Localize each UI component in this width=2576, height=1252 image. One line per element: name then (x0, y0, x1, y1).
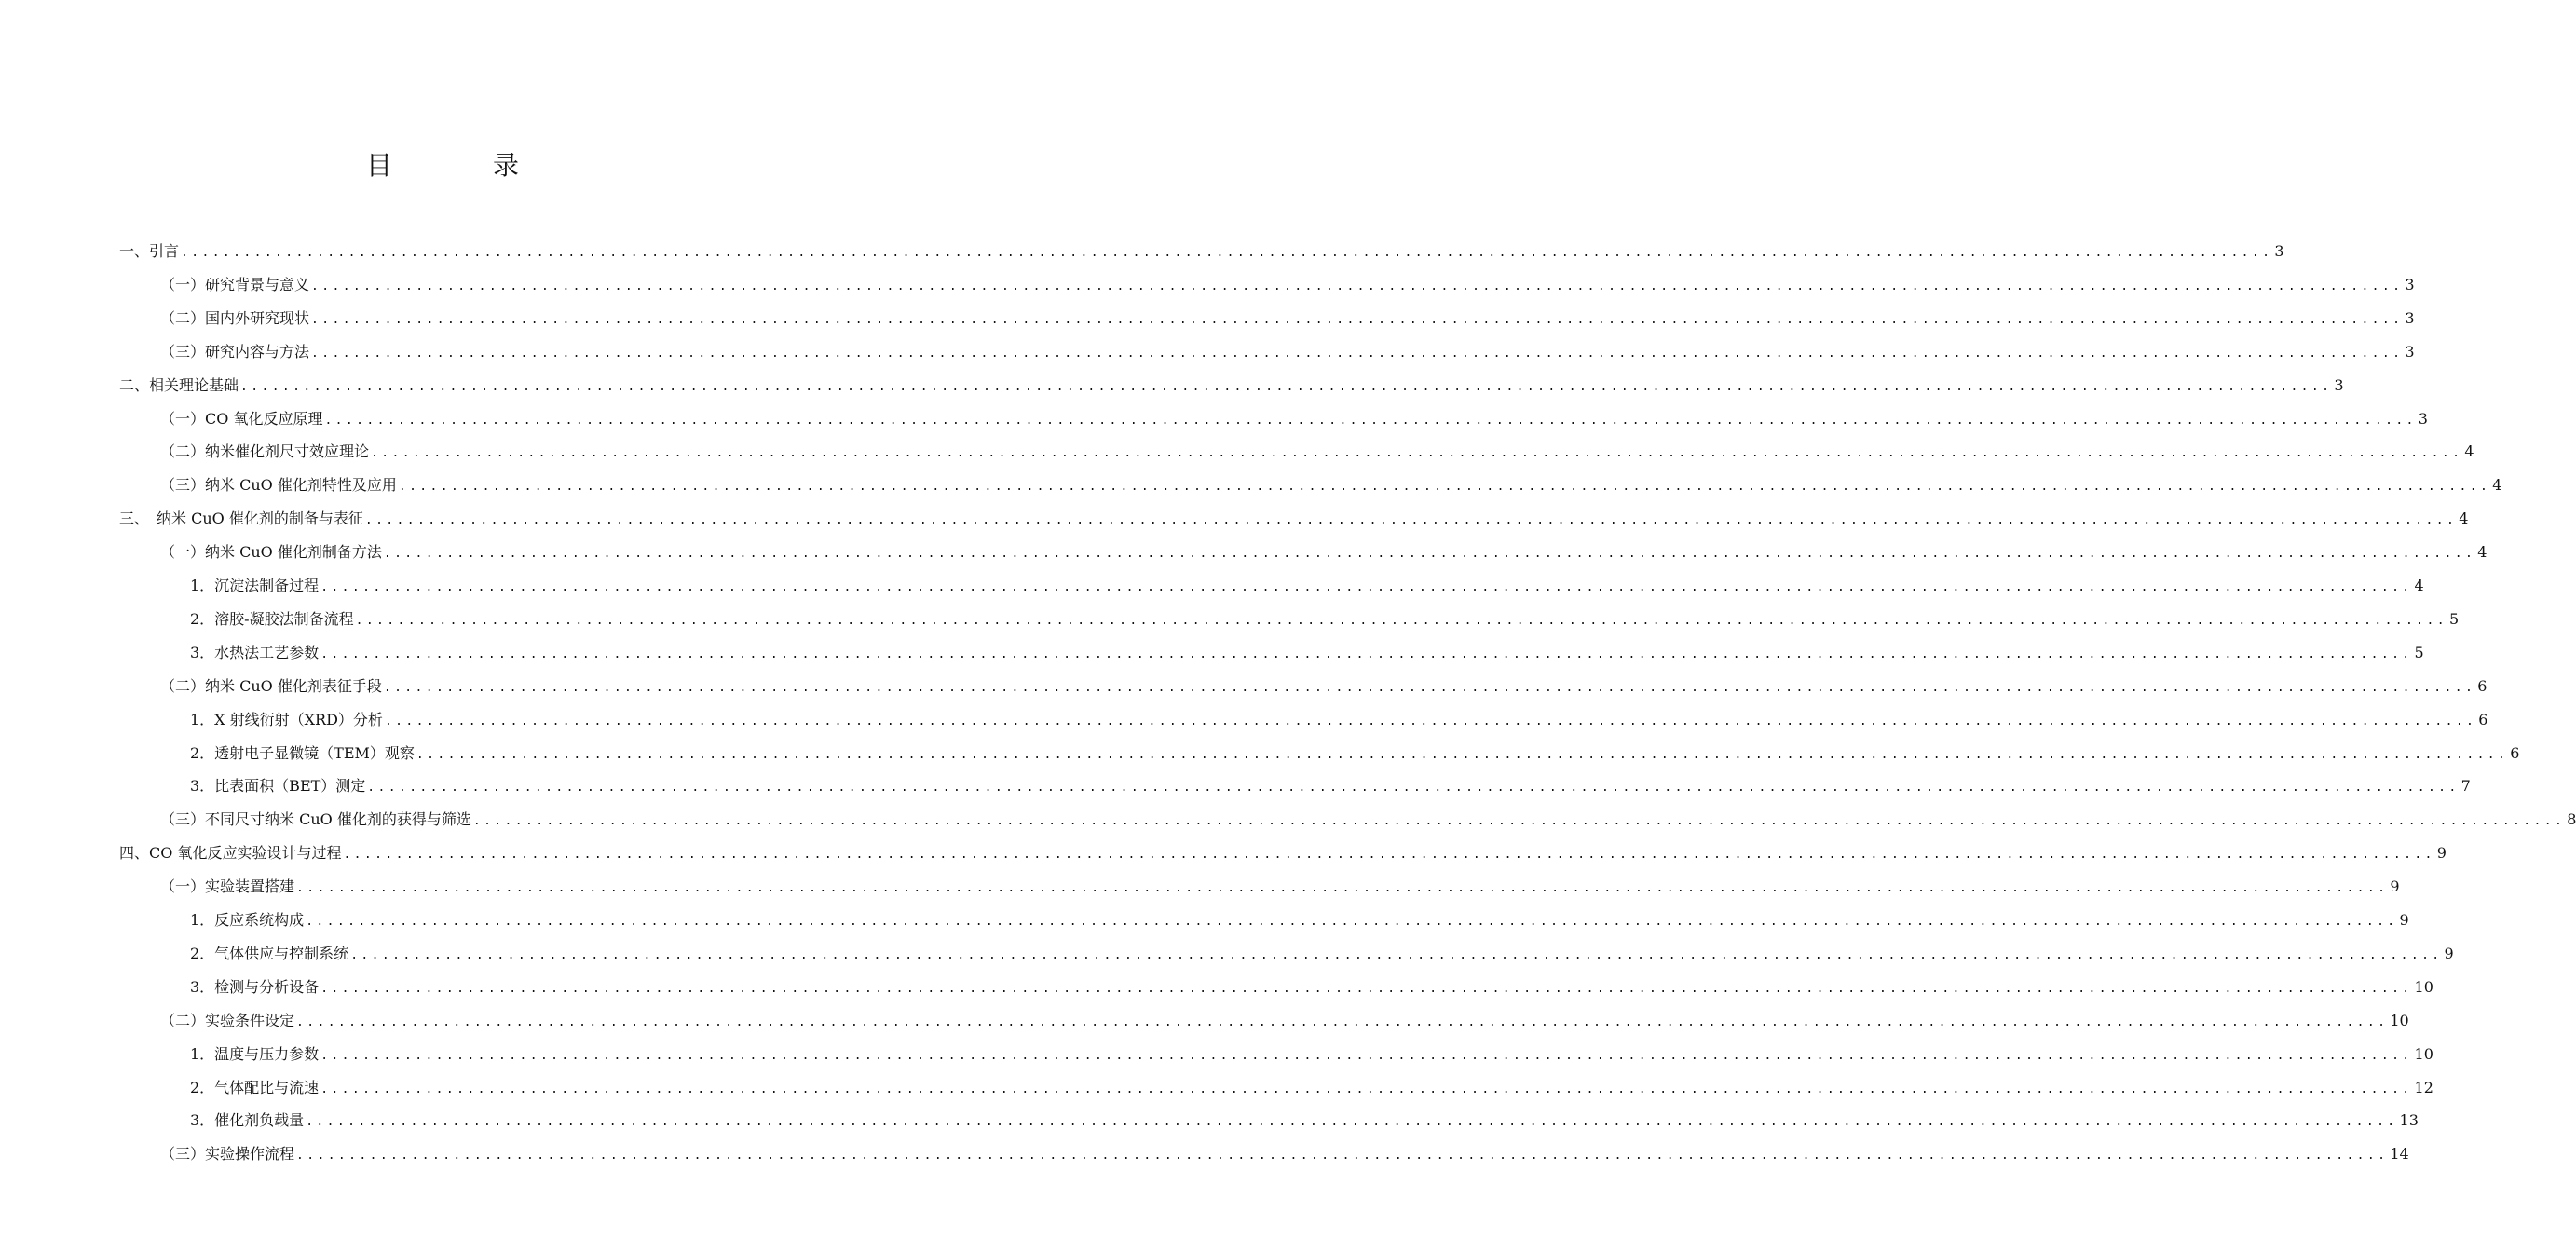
toc-dot-leader: ........................................................................................................................................................................................................ (416, 748, 2509, 762)
toc-entry-label: （一）实验装置搭建 (160, 878, 295, 895)
toc-dot-leader: ........................................................................................................................................................................................................ (367, 781, 2460, 795)
toc-dot-leader: ........................................................................................................................................................................................................ (355, 614, 2447, 628)
toc-entry[interactable] (190, 703, 2488, 737)
toc-dot-leader: ........................................................................................................................................................................................................ (296, 1015, 2389, 1029)
toc-dot-leader: ........................................................................................................................................................................................................ (181, 246, 2273, 260)
toc-entry[interactable] (119, 235, 2284, 268)
toc-entry-label: 3．水热法工艺参数 (190, 644, 320, 661)
toc-entry[interactable] (119, 502, 2469, 536)
toc-entry[interactable] (160, 302, 2415, 335)
toc-entry-page-number: 10 (2414, 1045, 2433, 1063)
toc-entry[interactable] (160, 435, 2474, 469)
toc-entry-label: 1．沉淀法制备过程 (190, 577, 320, 594)
toc-entry[interactable] (190, 569, 2424, 603)
toc-dot-leader: ........................................................................................................................................................................................................ (350, 948, 2443, 962)
toc-dot-leader: ........................................................................................................................................................................................................ (296, 881, 2389, 895)
toc-entry[interactable] (160, 469, 2502, 502)
toc-entry-page-number: 14 (2390, 1145, 2409, 1163)
toc-entry-page-number: 6 (2477, 677, 2487, 695)
toc-entry-label: 三、 纳米 CuO 催化剂的制备与表征 (119, 510, 363, 527)
toc-entry-page-number: 3 (2274, 242, 2284, 260)
toc-entry-page-number: 12 (2414, 1079, 2433, 1096)
toc-entry-page-number: 5 (2414, 644, 2424, 661)
toc-entry[interactable] (190, 904, 2409, 937)
toc-entry-label: 四、CO 氧化反应实验设计与过程 (119, 844, 342, 862)
toc-entry[interactable] (190, 1104, 2419, 1137)
toc-entry-page-number: 7 (2460, 777, 2471, 795)
toc-entry-page-number: 6 (2510, 744, 2520, 762)
toc-entry-label: 1．温度与压力参数 (190, 1045, 320, 1063)
toc-entry-label: 一、引言 (119, 242, 180, 260)
toc-dot-leader: ........................................................................................................................................................................................................ (306, 915, 2398, 929)
toc-entry-label: （三）研究内容与方法 (160, 343, 310, 361)
toc-entry-page-number: 4 (2492, 476, 2502, 494)
toc-entry-page-number: 3 (2405, 343, 2415, 361)
toc-entry[interactable] (160, 803, 2576, 837)
toc-entry-page-number: 3 (2405, 276, 2415, 293)
toc-entry[interactable] (160, 870, 2400, 904)
toc-dot-leader: ........................................................................................................................................................................................................ (320, 1049, 2413, 1063)
toc-entry-label: （一）CO 氧化反应原理 (160, 410, 323, 428)
toc-dot-leader: ........................................................................................................................................................................................................ (320, 1082, 2413, 1096)
toc-entry-label: 2．气体配比与流速 (190, 1079, 320, 1096)
toc-entry-label: （三）纳米 CuO 催化剂特性及应用 (160, 476, 397, 494)
toc-entry-page-number: 13 (2399, 1111, 2419, 1129)
toc-entry[interactable] (190, 769, 2471, 803)
toc-entry[interactable] (160, 335, 2415, 369)
toc-entry[interactable] (190, 1071, 2433, 1105)
toc-entry-page-number: 10 (2414, 978, 2433, 996)
toc-entry-label: （三）不同尺寸纳米 CuO 催化剂的获得与筛选 (160, 810, 471, 828)
toc-entry-label: （三）实验操作流程 (160, 1145, 295, 1163)
toc-dot-leader: ........................................................................................................................................................................................................ (320, 647, 2413, 661)
toc-entry-label: 1．反应系统构成 (190, 911, 305, 929)
toc-entry[interactable] (119, 369, 2344, 402)
toc-entry[interactable] (190, 1038, 2433, 1071)
toc-entry-label: 1．X 射线衍射（XRD）分析 (190, 711, 383, 728)
toc-entry-label: （一）纳米 CuO 催化剂制备方法 (160, 543, 382, 561)
toc-dot-leader: ........................................................................................................................................................................................................ (364, 513, 2458, 527)
toc-entry[interactable] (190, 937, 2454, 971)
toc-dot-leader: ........................................................................................................................................................................................................ (311, 279, 2404, 293)
toc-entry[interactable] (160, 268, 2415, 302)
toc-entry-page-number: 4 (2464, 442, 2474, 460)
toc-dot-leader: ........................................................................................................................................................................................................ (472, 814, 2566, 828)
toc-dot-leader: ........................................................................................................................................................................................................ (398, 480, 2491, 494)
toc-entry-label: 2．气体供应与控制系统 (190, 945, 349, 962)
toc-dot-leader: ........................................................................................................................................................................................................ (240, 380, 2333, 394)
toc-entry-label: 3．比表面积（BET）测定 (190, 777, 366, 795)
toc-entry-label: 2．透射电子显微镜（TEM）观察 (190, 744, 415, 762)
toc-dot-leader: ........................................................................................................................................................................................................ (384, 714, 2477, 728)
toc-entry-label: （二）纳米 CuO 催化剂表征手段 (160, 677, 382, 695)
toc-entry[interactable] (160, 1137, 2409, 1171)
toc-dot-leader: ........................................................................................................................................................................................................ (383, 547, 2476, 561)
toc-entry[interactable] (190, 603, 2460, 636)
toc-entry-page-number: 9 (2436, 844, 2447, 862)
toc-dot-leader: ........................................................................................................................................................................................................ (320, 982, 2413, 996)
toc-entry-page-number: 3 (2405, 309, 2415, 327)
toc-entry-page-number: 4 (2477, 543, 2487, 561)
toc-dot-leader: ........................................................................................................................................................................................................ (343, 848, 2435, 862)
toc-entry-label: 3．催化剂负载量 (190, 1111, 305, 1129)
toc-entry-page-number: 4 (2459, 510, 2469, 527)
toc-entry[interactable] (160, 670, 2487, 703)
toc-entry[interactable] (190, 737, 2520, 770)
toc-entry[interactable] (160, 1004, 2409, 1038)
toc-dot-leader: ........................................................................................................................................................................................................ (311, 313, 2404, 327)
toc-dot-leader: ........................................................................................................................................................................................................ (320, 580, 2413, 594)
toc-entry[interactable] (190, 971, 2433, 1004)
toc-entry-page-number: 3 (2418, 410, 2428, 428)
toc-dot-leader: ........................................................................................................................................................................................................ (324, 414, 2417, 428)
toc-entry-page-number: 6 (2478, 711, 2488, 728)
toc-dot-leader: ........................................................................................................................................................................................................ (371, 446, 2463, 460)
toc-entry-page-number: 9 (2399, 911, 2409, 929)
toc-entry-page-number: 10 (2390, 1012, 2409, 1029)
toc-dot-leader: ........................................................................................................................................................................................................ (306, 1115, 2398, 1129)
toc-entry[interactable] (160, 536, 2487, 569)
toc-entry-label: 2．溶胶-凝胶法制备流程 (190, 610, 354, 628)
toc-entry-page-number: 9 (2444, 945, 2454, 962)
toc-entry-page-number: 4 (2414, 577, 2424, 594)
toc-entry-label: （二）实验条件设定 (160, 1012, 295, 1029)
toc-dot-leader: ........................................................................................................................................................................................................ (383, 681, 2476, 695)
toc-entry-label: （二）国内外研究现状 (160, 309, 310, 327)
toc-entry-page-number: 5 (2448, 610, 2460, 628)
toc-entry[interactable] (160, 402, 2428, 436)
toc-entry-page-number: 9 (2390, 878, 2400, 895)
toc-entry-page-number: 3 (2334, 376, 2344, 394)
toc-entry-page-number: 8 (2567, 810, 2576, 828)
toc-dot-leader: ........................................................................................................................................................................................................ (311, 347, 2404, 361)
toc-entry-label: （二）纳米催化剂尺寸效应理论 (160, 442, 370, 460)
toc-dot-leader: ........................................................................................................................................................................................................ (296, 1149, 2389, 1163)
toc-entry[interactable] (190, 636, 2424, 670)
page-title: 目 录 (365, 150, 556, 181)
toc-entry[interactable] (119, 837, 2447, 870)
toc-entry-label: （一）研究背景与意义 (160, 276, 310, 293)
toc-entry-label: 二、相关理论基础 (119, 376, 239, 394)
toc-entry-label: 3．检测与分析设备 (190, 978, 320, 996)
